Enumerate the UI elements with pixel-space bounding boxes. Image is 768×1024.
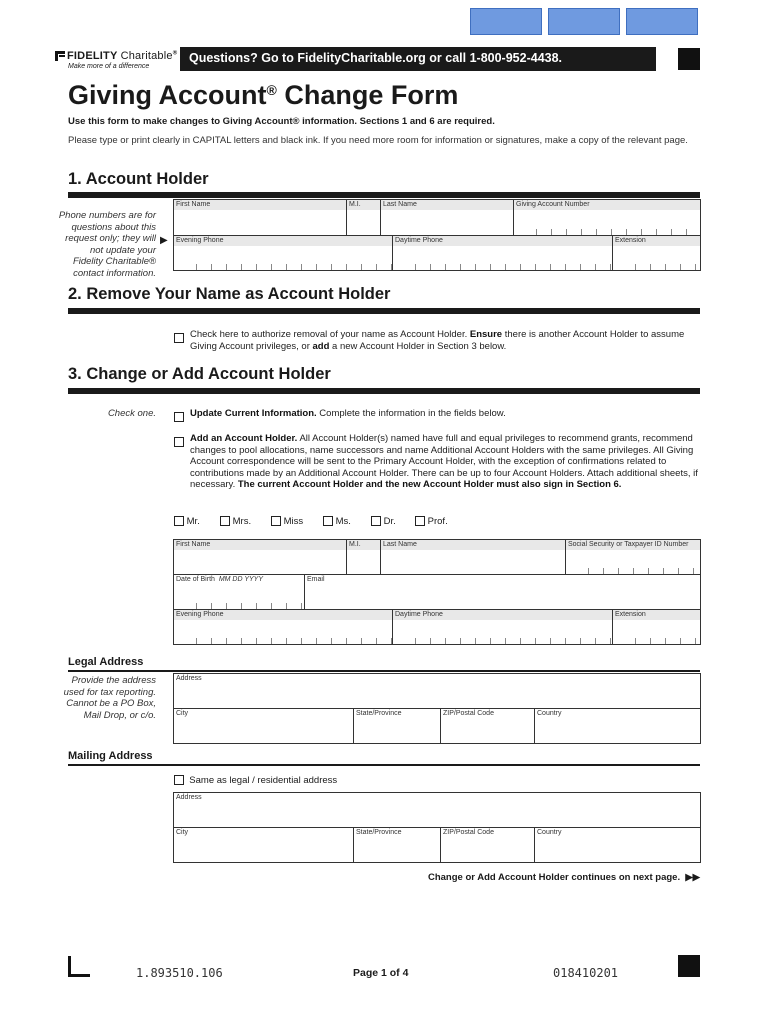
mailing-zip-label: ZIP/Postal Code bbox=[443, 829, 494, 836]
s3-ssn-ticks bbox=[574, 568, 700, 574]
s2-bold-add: add bbox=[312, 340, 330, 352]
legal-address-note: Provide the address used for tax reporting. Cannot be a PO Box, Mail Drop, or c/o. bbox=[63, 675, 156, 721]
continues-arrows-icon: ▶▶ bbox=[685, 872, 700, 883]
mailing-state-field[interactable] bbox=[354, 828, 441, 862]
top-blue-box-2 bbox=[548, 8, 620, 35]
s1-last-name-label: Last Name bbox=[381, 200, 513, 210]
fidelity-logo bbox=[55, 50, 177, 70]
s1-evening-ticks bbox=[182, 264, 392, 270]
s1-account-number-field[interactable] bbox=[514, 200, 700, 236]
page-title bbox=[68, 80, 458, 111]
mailing-address-table bbox=[173, 792, 701, 863]
title-prof-option[interactable] bbox=[415, 516, 448, 527]
update-info-bold: Update Current Information. bbox=[190, 408, 317, 419]
section1-phone-note: Phone numbers are for questions about this request only; they will not update your Fidelity Charitable® contact information. bbox=[58, 210, 156, 279]
add-holder-bold-end: The current Account Holder and the new Account Holder must also sign in Section 6. bbox=[237, 479, 622, 490]
mailing-address-label: Address bbox=[176, 794, 202, 801]
registration-mark-bottom-right bbox=[678, 955, 700, 977]
update-info-text bbox=[190, 408, 700, 420]
section1-title: 1. Account Holder bbox=[68, 170, 209, 188]
s1-extension-label: Extension bbox=[613, 236, 700, 246]
legal-address-label: Address bbox=[176, 675, 202, 682]
title-ms-option[interactable] bbox=[323, 516, 351, 527]
title-main: Giving Account bbox=[68, 80, 267, 110]
remove-name-text bbox=[190, 329, 700, 352]
s3-first-name-label: First Name bbox=[174, 540, 346, 550]
legal-state-label: State/Province bbox=[356, 710, 402, 717]
s3-extension-ticks bbox=[621, 638, 700, 644]
section2-title: 2. Remove Your Name as Account Holder bbox=[68, 285, 391, 303]
footer-page-number: Page 1 of 4 bbox=[353, 967, 409, 979]
title-dr-label: Dr. bbox=[383, 516, 396, 527]
s2-text-2: there is another Account Holder to assume Giving Account privileges, or bbox=[190, 329, 685, 352]
legal-country-field[interactable] bbox=[535, 709, 700, 743]
mailing-state-label: State/Province bbox=[356, 829, 402, 836]
s3-last-name-label: Last Name bbox=[381, 540, 565, 550]
s1-first-name-field[interactable] bbox=[174, 200, 347, 236]
s3-ssn-field[interactable] bbox=[566, 540, 700, 575]
check-one-note: Check one. bbox=[107, 408, 156, 419]
s1-account-ticks bbox=[522, 229, 700, 235]
title-mrs-label: Mrs. bbox=[232, 516, 252, 527]
s1-account-number-label: Giving Account Number bbox=[514, 200, 700, 210]
intro-required-note: Use this form to make changes to Giving Account® information. Sections 1 and 6 are required. bbox=[68, 116, 495, 127]
s3-mi-field[interactable] bbox=[347, 540, 381, 575]
s3-ssn-label: Social Security or Taxpayer ID Number bbox=[566, 540, 700, 550]
legal-country-label: Country bbox=[537, 710, 562, 717]
s2-bold-ensure: Ensure bbox=[469, 329, 503, 340]
title-rest: Change Form bbox=[276, 80, 459, 110]
mailing-address-title: Mailing Address bbox=[68, 750, 153, 762]
title-miss-option[interactable] bbox=[271, 516, 303, 527]
logo-tagline: Make more of a difference bbox=[68, 63, 150, 70]
questions-bar: Questions? Go to FidelityCharitable.org or call 1-800-952-4438. bbox=[180, 47, 656, 71]
logo-name-light: Charitable bbox=[120, 50, 173, 62]
legal-city-label: City bbox=[176, 710, 189, 717]
update-info-checkbox[interactable] bbox=[174, 408, 184, 426]
title-miss-label: Miss bbox=[283, 516, 304, 527]
mailing-city-label: City bbox=[176, 829, 189, 836]
same-as-legal-option[interactable] bbox=[174, 775, 337, 786]
top-blue-box-1 bbox=[470, 8, 542, 35]
s3-dob-label bbox=[174, 575, 304, 585]
footer-barcode-number: 018410201 bbox=[553, 966, 619, 980]
s1-extension-ticks bbox=[621, 264, 700, 270]
s3-dob-ticks bbox=[182, 603, 304, 609]
s1-evening-phone-field[interactable] bbox=[174, 236, 393, 270]
s1-daytime-phone-field[interactable] bbox=[393, 236, 613, 270]
add-holder-bold: Add an Account Holder. bbox=[190, 433, 298, 444]
continues-text: Change or Add Account Holder continues on next page. bbox=[427, 872, 681, 883]
s3-extension-field[interactable] bbox=[613, 610, 700, 644]
s3-evening-phone-field[interactable] bbox=[174, 610, 393, 644]
s3-evening-phone-label: Evening Phone bbox=[174, 610, 392, 620]
s3-email-field[interactable] bbox=[305, 575, 700, 610]
section1-rule bbox=[68, 192, 700, 198]
s1-mi-label: M.I. bbox=[347, 200, 380, 210]
title-prof-label: Prof. bbox=[427, 516, 448, 527]
section1-arrow-icon: ▶ bbox=[160, 235, 168, 246]
s3-email-label: Email bbox=[307, 576, 325, 583]
same-as-legal-label: Same as legal / residential address bbox=[189, 775, 338, 786]
s1-daytime-ticks bbox=[401, 264, 612, 270]
legal-address-rule bbox=[68, 670, 700, 672]
s3-evening-ticks bbox=[182, 638, 392, 644]
title-mr-option[interactable] bbox=[174, 516, 200, 527]
s3-dob-format: MM DD YYYY bbox=[218, 576, 264, 583]
mailing-city-field[interactable] bbox=[174, 828, 354, 862]
add-holder-body: All Account Holder(s) named have full and equal privileges to recommend grants, recommend changes to pool allocations, name successors and name Additional Account Holders with the same privileges. All Giving Account correspondence will be sent to the Primary Account Holder, with the exception of confirmations related to contributions made by an Additional Account Holder. There can be up to four Account Holders. Attach additional sheets, if necessary. bbox=[190, 433, 698, 490]
legal-address-title: Legal Address bbox=[68, 656, 144, 668]
corner-mark-horizontal bbox=[68, 974, 90, 977]
s3-daytime-phone-label: Daytime Phone bbox=[393, 610, 612, 620]
s3-daytime-phone-field[interactable] bbox=[393, 610, 613, 644]
s3-mi-label: M.I. bbox=[347, 540, 380, 550]
legal-state-field[interactable] bbox=[354, 709, 441, 743]
s1-daytime-phone-label: Daytime Phone bbox=[393, 236, 612, 246]
registration-mark-top-right bbox=[678, 48, 700, 70]
s2-text-3: a new Account Holder in Section 3 below. bbox=[329, 340, 507, 352]
intro-instructions: Please type or print clearly in CAPITAL letters and black ink. If you need more room for information or signatures, make a copy of the relevant page. bbox=[68, 135, 688, 146]
s3-extension-label: Extension bbox=[613, 610, 700, 620]
add-holder-text bbox=[190, 433, 702, 491]
title-reg: ® bbox=[266, 82, 277, 98]
continues-note bbox=[428, 872, 700, 883]
title-ms-label: Ms. bbox=[335, 516, 351, 527]
s1-mi-field[interactable] bbox=[347, 200, 381, 236]
s3-first-name-field[interactable] bbox=[174, 540, 347, 575]
s1-evening-phone-label: Evening Phone bbox=[174, 236, 392, 246]
s2-text-1: Check here to authorize removal of your name as Account Holder. bbox=[190, 329, 470, 340]
title-mrs-option[interactable] bbox=[220, 516, 251, 527]
section3-title: 3. Change or Add Account Holder bbox=[68, 365, 331, 383]
logo-mark-icon bbox=[55, 51, 65, 61]
legal-zip-field[interactable] bbox=[441, 709, 535, 743]
s3-dob-label-text: Date of Birth bbox=[176, 576, 215, 583]
legal-zip-label: ZIP/Postal Code bbox=[443, 710, 494, 717]
add-holder-checkbox[interactable] bbox=[174, 433, 184, 451]
footer-form-code: 1.893510.106 bbox=[136, 966, 223, 980]
remove-name-checkbox[interactable] bbox=[174, 329, 184, 347]
section2-rule bbox=[68, 308, 700, 314]
s1-extension-field[interactable] bbox=[613, 236, 700, 270]
logo-name: FIDELITY bbox=[67, 50, 118, 62]
update-info-rest: Complete the information in the fields below. bbox=[316, 408, 506, 419]
s3-dob-field[interactable] bbox=[174, 575, 305, 610]
legal-city-field[interactable] bbox=[174, 709, 354, 743]
logo-reg: ® bbox=[172, 50, 178, 57]
s1-last-name-field[interactable] bbox=[381, 200, 514, 236]
mailing-country-field[interactable] bbox=[535, 828, 700, 862]
s3-daytime-ticks bbox=[401, 638, 612, 644]
mailing-country-label: Country bbox=[537, 829, 562, 836]
s3-last-name-field[interactable] bbox=[381, 540, 566, 575]
mailing-address-field[interactable] bbox=[174, 793, 700, 828]
section3-rule bbox=[68, 388, 700, 394]
mailing-zip-field[interactable] bbox=[441, 828, 535, 862]
legal-address-table bbox=[173, 673, 701, 744]
legal-address-field[interactable] bbox=[174, 674, 700, 709]
title-dr-option[interactable] bbox=[371, 516, 396, 527]
top-blue-box-3 bbox=[626, 8, 698, 35]
section3-form-table bbox=[173, 539, 701, 645]
section1-form-table bbox=[173, 199, 701, 271]
mailing-address-rule bbox=[68, 764, 700, 766]
s1-first-name-label: First Name bbox=[174, 200, 346, 210]
title-mr-label: Mr. bbox=[186, 516, 200, 527]
